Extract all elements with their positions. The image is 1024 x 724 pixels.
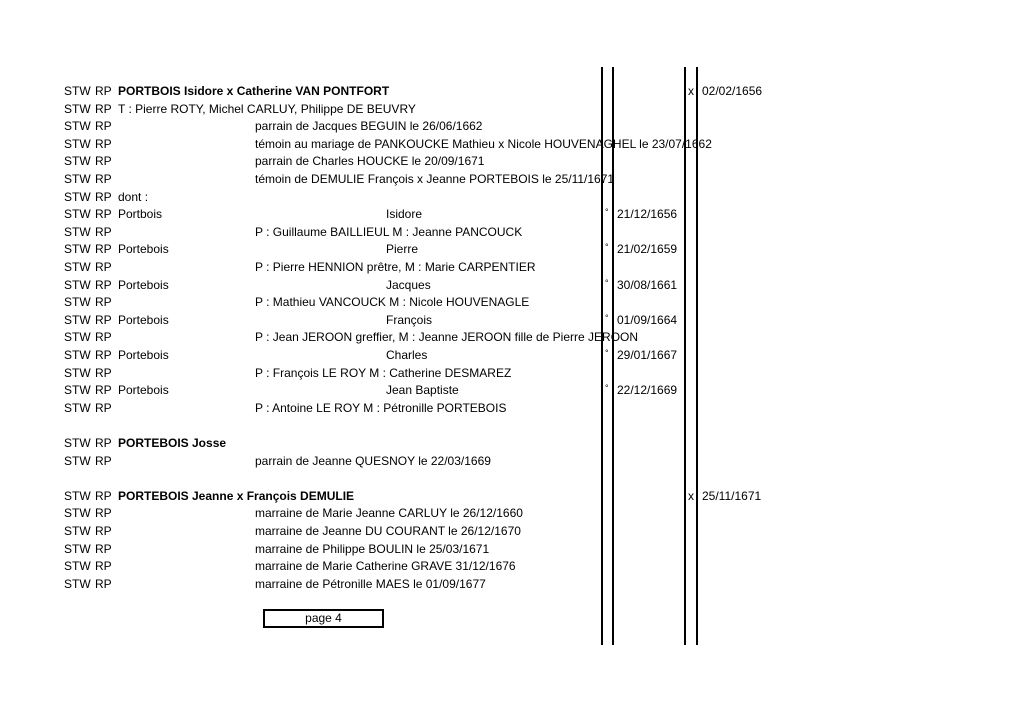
cell-b: RP — [95, 506, 112, 521]
record-row — [0, 541, 1024, 559]
record-row — [0, 453, 1024, 471]
record-row — [0, 277, 1024, 295]
cell-d: témoin de DEMULIE François x Jeanne PORTEBOIS le 25/11/1671 — [255, 172, 615, 186]
record-row — [0, 400, 1024, 418]
cell-b: RP — [95, 524, 112, 538]
cell-a: STW — [64, 207, 91, 222]
record-row — [0, 312, 1024, 330]
cell-c: dont : — [118, 189, 149, 204]
cell-a: STW — [64, 330, 91, 345]
cell-a: STW — [64, 400, 91, 415]
cell-g: 29/01/1667 — [617, 348, 678, 362]
record-row — [0, 347, 1024, 365]
record-row — [0, 558, 1024, 576]
page-number-box: page 4 — [263, 609, 384, 628]
cell-a: STW — [64, 436, 91, 450]
cell-b: RP — [95, 559, 112, 574]
record-row — [0, 294, 1024, 312]
record-row — [0, 189, 1024, 207]
cell-c: Portbois — [118, 207, 163, 222]
cell-a: STW — [64, 154, 91, 169]
record-row — [0, 523, 1024, 541]
cell-a: STW — [64, 348, 91, 362]
cell-b: RP — [95, 207, 112, 222]
cell-g: 21/02/1659 — [617, 242, 678, 257]
cell-b: RP — [95, 348, 112, 362]
cell-a: STW — [64, 506, 91, 521]
cell-f: ° — [605, 207, 609, 218]
cell-b: RP — [95, 224, 112, 239]
cell-a: STW — [64, 576, 91, 591]
record-row — [0, 505, 1024, 523]
cell-b: RP — [95, 172, 112, 186]
cell-b: RP — [95, 189, 112, 204]
cell-d: P : Guillaume BAILLIEUL M : Jeanne PANCOUCK — [255, 224, 523, 239]
record-row — [0, 435, 1024, 453]
record-row — [0, 241, 1024, 259]
cell-a: STW — [64, 172, 91, 186]
cell-g: 21/12/1656 — [617, 207, 678, 222]
cell-a: STW — [64, 242, 91, 257]
cell-d: marraine de Marie Jeanne CARLUY le 26/12/1660 — [255, 506, 523, 521]
cell-b: RP — [95, 488, 112, 503]
record-row — [0, 576, 1024, 594]
cell-h: x — [688, 84, 694, 98]
cell-f: ° — [605, 312, 609, 323]
cell-d: parrain de Charles HOUCKE le 20/09/1671 — [255, 154, 485, 169]
record-row — [0, 153, 1024, 171]
cell-b: RP — [95, 365, 112, 380]
cell-a: STW — [64, 136, 91, 151]
cell-g: 01/09/1664 — [617, 312, 678, 327]
cell-b: RP — [95, 541, 112, 556]
cell-b: RP — [95, 295, 112, 310]
cell-g: 30/08/1661 — [617, 277, 678, 292]
cell-b: RP — [95, 312, 112, 327]
cell-c: PORTEBOIS Jeanne x François DEMULIE — [118, 488, 355, 503]
cell-e: Charles — [386, 348, 428, 362]
cell-a: STW — [64, 224, 91, 239]
cell-b: RP — [95, 436, 112, 450]
record-row — [0, 136, 1024, 154]
cell-b: RP — [95, 453, 112, 468]
cell-i: 25/11/1671 — [702, 488, 762, 503]
cell-g: 22/12/1669 — [617, 383, 678, 398]
cell-d: P : Jean JEROON greffier, M : Jeanne JEROON fille de Pierre JEROON — [255, 330, 639, 345]
cell-b: RP — [95, 119, 112, 134]
cell-b: RP — [95, 576, 112, 591]
cell-a: STW — [64, 277, 91, 292]
cell-d: témoin au mariage de PANKOUCKE Mathieu x Nicole HOUVENAGHEL le 23/07/1662 — [255, 136, 712, 151]
cell-c: PORTEBOIS Josse — [118, 436, 227, 450]
cell-e: Jacques — [386, 277, 431, 292]
cell-a: STW — [64, 119, 91, 134]
record-row — [0, 382, 1024, 400]
cell-f: ° — [605, 348, 609, 358]
record-row — [0, 365, 1024, 383]
record-row — [0, 101, 1024, 119]
cell-b: RP — [95, 136, 112, 151]
cell-f: ° — [605, 383, 609, 394]
cell-d: marraine de Pétronille MAES le 01/09/1677 — [255, 576, 486, 591]
cell-e: Isidore — [386, 207, 423, 222]
record-row — [0, 259, 1024, 277]
cell-b: RP — [95, 154, 112, 169]
cell-c: PORTBOIS Isidore x Catherine VAN PONTFORT — [118, 84, 390, 98]
cell-d: marraine de Philippe BOULIN le 25/03/1671 — [255, 541, 490, 556]
cell-a: STW — [64, 559, 91, 574]
cell-a: STW — [64, 453, 91, 468]
cell-a: STW — [64, 295, 91, 310]
cell-c: Portebois — [118, 242, 169, 257]
cell-a: STW — [64, 488, 91, 503]
cell-a: STW — [64, 365, 91, 380]
cell-d: parrain de Jacques BEGUIN le 26/06/1662 — [255, 119, 483, 134]
record-row — [0, 171, 1024, 189]
cell-f: ° — [605, 277, 609, 288]
cell-b: RP — [95, 101, 112, 116]
cell-c: Portebois — [118, 312, 169, 327]
record-row — [0, 417, 1024, 435]
record-row — [0, 118, 1024, 136]
cell-d: marraine de Marie Catherine GRAVE 31/12/1676 — [255, 559, 516, 574]
cell-b: RP — [95, 260, 112, 274]
record-row — [0, 224, 1024, 242]
cell-a: STW — [64, 312, 91, 327]
cell-f: ° — [605, 242, 609, 253]
cell-b: RP — [95, 400, 112, 415]
record-row — [0, 488, 1024, 506]
record-row — [0, 329, 1024, 347]
cell-i: 02/02/1656 — [702, 84, 763, 98]
cell-c: T : Pierre ROTY, Michel CARLUY, Philippe DE BEUVRY — [118, 101, 416, 116]
cell-a: STW — [64, 524, 91, 538]
cell-d: P : Mathieu VANCOUCK M : Nicole HOUVENAGLE — [255, 295, 530, 310]
record-row — [0, 206, 1024, 224]
cell-a: STW — [64, 101, 91, 116]
cell-b: RP — [95, 330, 112, 345]
cell-h: x — [688, 488, 694, 503]
cell-e: François — [386, 312, 433, 327]
cell-b: RP — [95, 242, 112, 257]
record-row — [0, 83, 1024, 101]
cell-b: RP — [95, 84, 112, 98]
cell-d: parrain de Jeanne QUESNOY le 22/03/1669 — [255, 453, 491, 468]
cell-b: RP — [95, 277, 112, 292]
cell-c: Portebois — [118, 383, 169, 398]
cell-c: Portebois — [118, 348, 169, 362]
cell-d: P : François LE ROY M : Catherine DESMAREZ — [255, 365, 512, 380]
cell-d: P : Antoine LE ROY M : Pétronille PORTEBOIS — [255, 400, 507, 415]
cell-e: Pierre — [386, 242, 419, 257]
cell-d: marraine de Jeanne DU COURANT le 26/12/1670 — [255, 524, 521, 538]
cell-d: P : Pierre HENNION prêtre, M : Marie CARPENTIER — [255, 260, 536, 274]
cell-e: Jean Baptiste — [386, 383, 459, 398]
cell-a: STW — [64, 383, 91, 398]
cell-b: RP — [95, 383, 112, 398]
cell-a: STW — [64, 260, 91, 274]
cell-a: STW — [64, 189, 91, 204]
record-row — [0, 470, 1024, 488]
cell-a: STW — [64, 84, 91, 98]
cell-a: STW — [64, 541, 91, 556]
cell-c: Portebois — [118, 277, 169, 292]
